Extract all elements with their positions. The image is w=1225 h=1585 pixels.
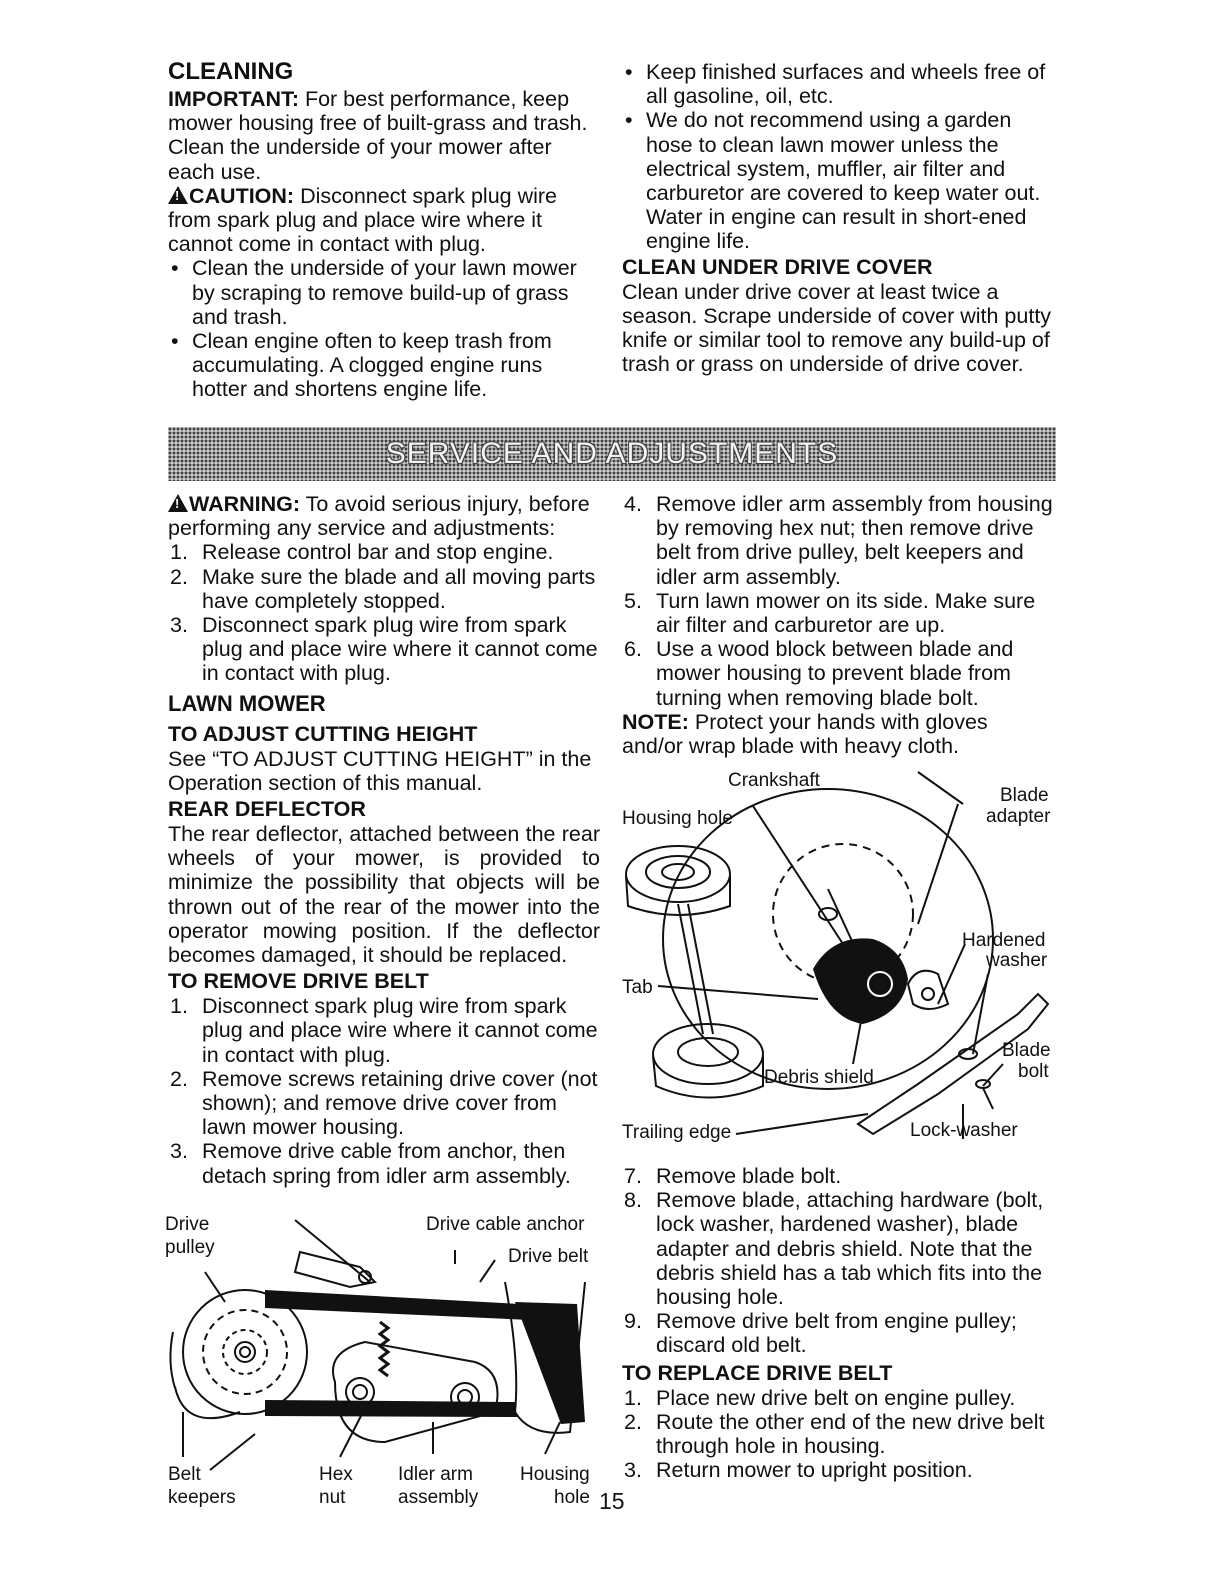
remove-belt-step: 4. Remove idler arm assembly from housing by removing hex nut; then remove drive belt from drive pulley, belt keepers and idler arm assembly. [624,492,1053,589]
label-drive: Drive [165,1214,210,1235]
label-blade-bolt-1: Blade [1002,1040,1051,1061]
warning-step: 3. Disconnect spark plug wire from spark plug and place wire where it cannot come in contact with plug. [170,613,598,686]
cleaning-bullet: • Keep finished surfaces and wheels free of all gasoline, oil, etc. [622,60,1052,108]
label-assembly: assembly [398,1487,479,1508]
adjust-height-heading: TO ADJUST CUTTING HEIGHT [168,721,478,746]
caution-icon [168,186,188,204]
lawn-mower-heading: LAWN MOWER [168,690,326,716]
remove-belt-step: 7. Remove blade bolt. [624,1164,842,1188]
label-drive-cable-anchor: Drive cable anchor [426,1214,585,1235]
clean-under-drive-cover-text: Clean under drive cover at least twice a season. Scrape underside of cover with putty knife or similar tool to remove any build-up of trash or grass on underside of drive cover. [622,279,1052,377]
label-hardened: Hardened [962,930,1046,951]
label-keepers: keepers [168,1487,236,1508]
blade-figure [618,764,1058,1144]
remove-belt-step: 6. Use a wood block between blade and mower housing to prevent blade from turning when removing blade bolt. [624,637,1014,710]
label-nut: nut [319,1487,346,1508]
label-housing: Housing [520,1464,590,1485]
replace-belt-heading: TO REPLACE DRIVE BELT [622,1360,893,1385]
label-tab: Tab [622,977,653,998]
label-trailing-edge: Trailing edge [622,1122,732,1143]
cleaning-bullet: • We do not recommend using a garden hose to clean lawn mower unless the electrical system, muffler, air filter and carburetor are covered to keep water out. Water in engine can result in short-ened engine life. [622,108,1052,253]
note-paragraph [622,710,1054,758]
remove-belt-step: 9. Remove drive belt from engine pulley; discard old belt. [624,1309,1017,1358]
label-blade-adapter-1: Blade [1000,785,1049,806]
replace-belt-step: 3. Return mower to upright position. [624,1458,973,1483]
label-idler-arm: Idler arm [398,1464,473,1485]
clean-under-drive-cover-heading: CLEAN UNDER DRIVE COVER [622,254,933,279]
replace-belt-step: 1. Place new drive belt on engine pulley. [624,1385,1016,1410]
remove-belt-step: 1. Disconnect spark plug wire from spark plug and place wire where it cannot come in contact with plug. [170,994,598,1067]
cleaning-section-continued [622,60,1052,376]
remove-belt-step: 5. Turn lawn mower on its side. Make sure air filter and carburetor are up. [624,588,1036,638]
replace-belt-step: 2. Route the other end of the new drive belt through hole in housing. [624,1409,1045,1459]
remove-belt-step: 2. Remove screws retaining drive cover (not shown); and remove drive cover from lawn mower housing. [170,1066,598,1140]
caution-label: CAUTION: [189,183,295,208]
remove-belt-heading: TO REMOVE DRIVE BELT [168,969,429,994]
label-debris-shield: Debris shield [764,1067,874,1088]
cleaning-heading: CLEANING [168,58,294,85]
label-housing-hole: Housing hole [622,808,733,829]
label-blade-adapter-2: adapter [986,806,1051,827]
important-paragraph [168,87,598,184]
page-number: 15 [599,1488,625,1514]
cleaning-bullet: • Clean the underside of your lawn mower by scraping to remove build-up of grass and trash. [168,256,598,329]
important-label: IMPORTANT: [168,87,299,111]
service-right-column-lower [622,1164,1054,1482]
label-lock-washer: Lock-washer [910,1120,1018,1141]
warning-step: 2. Make sure the blade and all moving parts have completely stopped. [170,564,596,613]
note-label: NOTE: [622,709,689,734]
caution-paragraph [168,184,598,257]
warning-text: To avoid serious injury, before performing any service and adjustments: [168,492,590,541]
banner-title: SERVICE AND ADJUSTMENTS [385,437,839,470]
drive-belt-figure [165,1212,605,1512]
remove-belt-step: 8. Remove blade, attaching hardware (bolt, lock washer, hardened washer), blade adapter and debris shield. Note that the debris shield has a tab which fits into the housing hole. [624,1188,1044,1310]
label-drive-belt: Drive belt [508,1246,589,1267]
label-washer: washer [986,950,1048,971]
warning-label: WARNING: [189,492,301,516]
warning-paragraph [168,492,600,540]
service-left-column [168,492,600,1188]
label-hole: hole [554,1487,590,1508]
service-adjustments-banner [168,427,1056,481]
caution-text: Disconnect spark plug wire from spark plug and place wire where it cannot come in contact with plug. [168,183,558,257]
note-text: Protect your hands with gloves and/or wrap blade with heavy cloth. [622,709,988,759]
cleaning-bullet: • Clean engine often to keep trash from accumulating. A clogged engine runs hotter and shortens engine life. [168,329,598,402]
remove-belt-step: 3. Remove drive cable from anchor, then detach spring from idler arm assembly. [170,1139,571,1188]
warning-step: 1. Release control bar and stop engine. [170,540,554,565]
label-blade-bolt-2: bolt [1018,1061,1049,1082]
label-pulley: pulley [165,1237,215,1258]
label-hex: Hex [319,1464,353,1485]
adjust-height-text: See “TO ADJUST CUTTING HEIGHT” in the Operation section of this manual. [168,746,592,795]
service-right-column [622,492,1054,758]
label-belt: Belt [168,1464,201,1485]
label-crankshaft: Crankshaft [728,770,820,791]
warning-icon [168,494,188,512]
important-text: For best performance, keep mower housing free of built-grass and trash. Clean the underside of your mower after each use. [168,87,588,184]
cleaning-section [168,58,598,402]
rear-deflector-text: The rear deflector, attached between the rear wheels of your mower, is provided to minimize the possibility that objects will be thrown out of the rear of the mower into the operator mowing position. If the deflector becomes damaged, it should be replaced. [168,822,600,968]
rear-deflector-heading: REAR DEFLECTOR [168,797,366,822]
